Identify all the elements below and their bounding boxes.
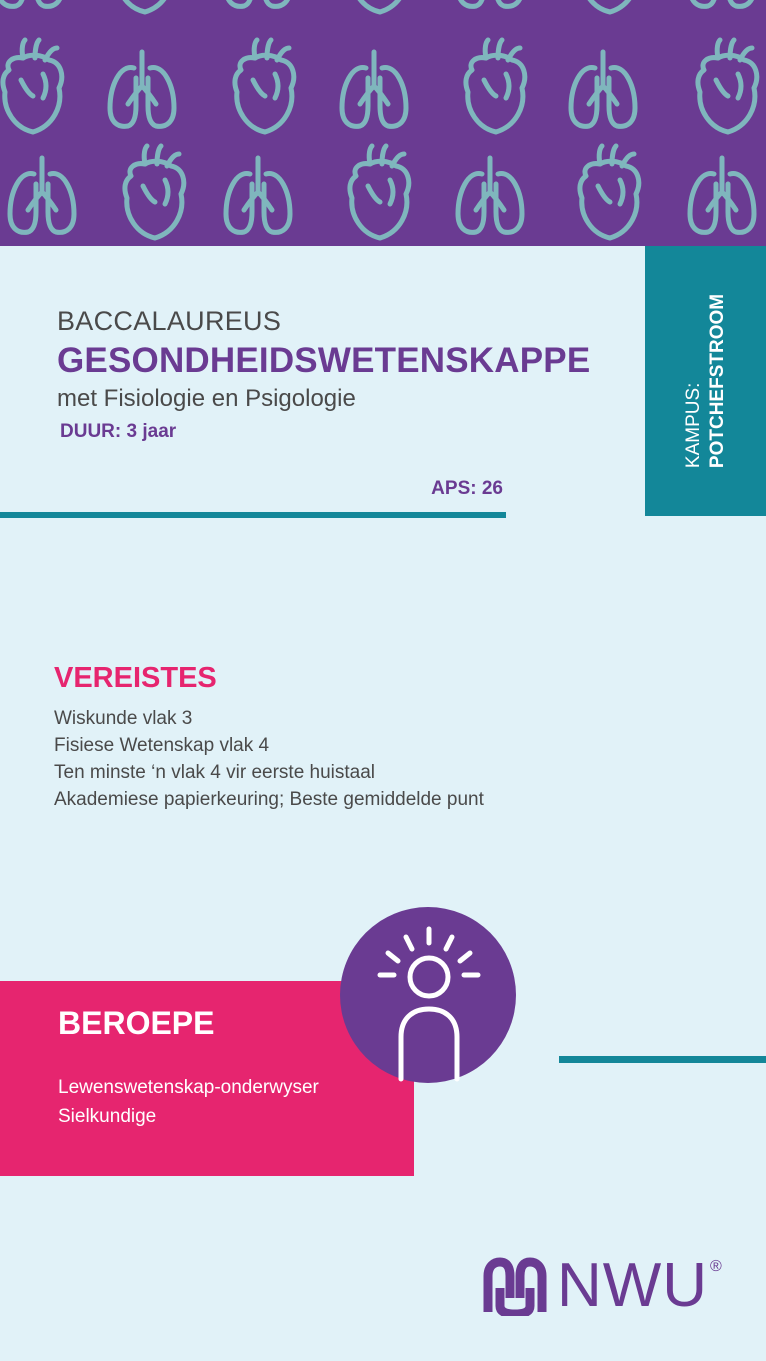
degree-block bbox=[57, 306, 590, 443]
requirements-section bbox=[54, 662, 484, 813]
logo-text: NWU bbox=[557, 1251, 709, 1320]
divider-line-right bbox=[559, 1056, 766, 1063]
degree-prefix: BACCALAUREUS bbox=[57, 306, 282, 336]
list-item: Lewenswetenskap-onderwyser bbox=[58, 1077, 319, 1098]
nwu-logo bbox=[482, 1252, 732, 1318]
requirements-list bbox=[54, 705, 484, 813]
aps-value: 26 bbox=[481, 478, 503, 499]
careers-list bbox=[58, 1073, 319, 1131]
nwu-emblem-icon bbox=[482, 1254, 548, 1316]
list-item: Fisiese Wetenskap vlak 4 bbox=[54, 735, 270, 756]
campus-name: POTCHEFSTROOM bbox=[706, 293, 728, 469]
aps-score bbox=[431, 478, 503, 500]
registered-mark: ® bbox=[710, 1258, 722, 1275]
list-item: Sielkundige bbox=[58, 1106, 157, 1127]
organ-pattern bbox=[0, 0, 766, 246]
degree-subtitle: met Fisiologie en Psigologie bbox=[57, 385, 356, 412]
list-item: Wiskunde vlak 3 bbox=[54, 708, 193, 729]
header-pattern-banner bbox=[0, 0, 766, 246]
requirements-heading: VEREISTES bbox=[54, 662, 217, 694]
idea-person-icon bbox=[340, 907, 516, 1083]
list-item: Akademiese papierkeuring; Beste gemiddelde punt bbox=[54, 789, 484, 810]
campus-label: KAMPUS: bbox=[682, 382, 704, 469]
campus-tab bbox=[645, 246, 766, 516]
aps-label: APS: bbox=[431, 478, 477, 499]
careers-heading: BEROEPE bbox=[58, 1005, 215, 1041]
list-item: Ten minste ‘n vlak 4 vir eerste huistaal bbox=[54, 762, 376, 783]
duration-value: 3 jaar bbox=[126, 421, 177, 442]
duration bbox=[60, 421, 590, 443]
degree-title: GESONDHEIDSWETENSKAPPE bbox=[57, 341, 591, 380]
divider-line bbox=[0, 512, 506, 518]
campus-text bbox=[682, 294, 730, 468]
duration-label: DUUR: bbox=[60, 421, 122, 442]
